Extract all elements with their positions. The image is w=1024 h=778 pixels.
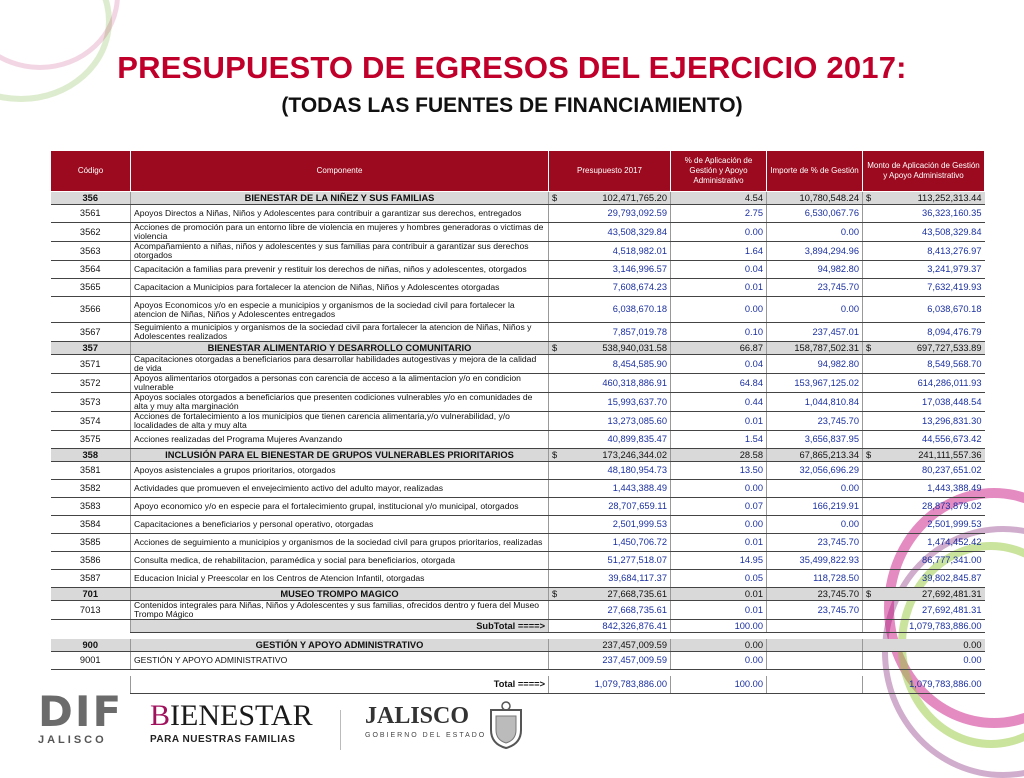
row-budget-value: 460,318,886.91 xyxy=(602,377,667,388)
row-total xyxy=(863,639,985,652)
jalisco-logo xyxy=(365,702,486,739)
footer-logos xyxy=(0,687,1024,768)
row-total xyxy=(863,449,985,462)
row-amount: 23,745.70 xyxy=(767,601,863,620)
row-amount: 166,219.91 xyxy=(767,498,863,516)
row-pct: 0.01 xyxy=(671,601,767,620)
row-budget xyxy=(549,570,671,588)
row-pct: 0.01 xyxy=(671,534,767,552)
row-amount: 23,745.70 xyxy=(767,279,863,297)
row-code: 3586 xyxy=(51,552,131,570)
row-component: Actividades que promueven el envejecimiento activo del adulto mayor, realizadas xyxy=(131,480,549,498)
row-pct: 66.87 xyxy=(671,342,767,355)
row-budget xyxy=(549,431,671,449)
table-row xyxy=(51,534,985,552)
row-total xyxy=(863,534,985,552)
row-total xyxy=(863,462,985,480)
row-code: 3566 xyxy=(51,297,131,323)
table-row xyxy=(51,297,985,323)
row-amount: 32,056,696.29 xyxy=(767,462,863,480)
row-amount: 0.00 xyxy=(767,480,863,498)
row-total-value: 8,413,276.97 xyxy=(927,245,982,256)
row-component: BIENESTAR ALIMENTARIO Y DESARROLLO COMUNITARIO xyxy=(131,342,549,355)
currency-symbol: $ xyxy=(866,588,872,599)
bienestar-logo-subtitle: PARA NUESTRAS FAMILIAS xyxy=(150,734,296,745)
row-budget-value: 29,793,092.59 xyxy=(607,208,667,218)
row-budget-value: 7,608,674.23 xyxy=(612,282,667,292)
row-component: Apoyos Economicos y/o en especie a municipios y organismos de la sociedad civil para fortalecer la atencion de Niñas, Niños y Adolescentes entregados xyxy=(131,297,549,323)
row-code: 900 xyxy=(51,639,131,652)
row-component: Apoyos Directos a Niñas, Niños y Adolescentes para contribuir a garantizar sus derechos, entregados xyxy=(131,205,549,223)
row-pct: 0.10 xyxy=(671,323,767,342)
row-amount xyxy=(767,639,863,652)
row-budget xyxy=(549,393,671,412)
row-total-value: 7,632,419.93 xyxy=(927,282,982,292)
bienestar-logo xyxy=(150,700,313,745)
row-amount: 10,780,548.24 xyxy=(767,192,863,205)
row-budget xyxy=(549,498,671,516)
row-amount: 0.00 xyxy=(767,223,863,242)
row-pct: 1.54 xyxy=(671,431,767,449)
row-total-value: 28,873,879.02 xyxy=(922,501,982,511)
row-total-value: 80,237,651.02 xyxy=(922,465,982,475)
row-budget-value: 2,501,999.53 xyxy=(612,519,667,529)
row-budget xyxy=(549,449,671,462)
row-pct: 0.00 xyxy=(671,516,767,534)
row-component: Capacitaciones otorgadas a beneficiarios para desarrollar habilidades autogestivas y mejora de la calidad de vida xyxy=(131,355,549,374)
table-row xyxy=(51,516,985,534)
subtotal-label: SubTotal ====> xyxy=(131,620,549,633)
row-total-value: 0.00 xyxy=(963,639,982,650)
row-code: 3562 xyxy=(51,223,131,242)
row-budget-value: 43,508,329.84 xyxy=(607,226,667,237)
currency-symbol: $ xyxy=(552,192,558,203)
table-row xyxy=(51,223,985,242)
row-component: Acciones de seguimiento a municipios y organismos de la sociedad civil para grupos prioritarios, realizadas xyxy=(131,534,549,552)
row-budget xyxy=(549,323,671,342)
row-amount: 67,865,213.34 xyxy=(767,449,863,462)
row-amount: 94,982.80 xyxy=(767,261,863,279)
row-budget-value: 1,443,388.49 xyxy=(612,483,667,493)
row-budget xyxy=(549,192,671,205)
row-budget-value: 8,454,585.90 xyxy=(612,358,667,369)
row-component: INCLUSIÓN PARA EL BIENESTAR DE GRUPOS VULNERABLES PRIORITARIOS xyxy=(131,449,549,462)
row-budget-value: 538,940,031.58 xyxy=(602,342,667,353)
row-pct: 0.01 xyxy=(671,412,767,431)
total-label: Total ====> xyxy=(131,676,549,694)
total-total: 1,079,783,886.00 xyxy=(863,676,985,694)
row-code: 3581 xyxy=(51,462,131,480)
row-total xyxy=(863,516,985,534)
row-pct: 64.84 xyxy=(671,374,767,393)
currency-symbol: $ xyxy=(866,449,872,460)
row-budget xyxy=(549,223,671,242)
row-component: Acompañamiento a niñas, niños y adolescentes y sus familias para contribuir a garantizar sus derechos otorgados xyxy=(131,242,549,261)
dif-logo xyxy=(38,687,124,746)
row-pct: 0.07 xyxy=(671,498,767,516)
row-code: 3583 xyxy=(51,498,131,516)
row-total xyxy=(863,192,985,205)
row-budget-value: 27,668,735.61 xyxy=(607,604,667,615)
group-row xyxy=(51,449,985,462)
row-total-value: 39,802,845.87 xyxy=(922,573,982,583)
row-component: BIENESTAR DE LA NIÑEZ Y SUS FAMILIAS xyxy=(131,192,549,205)
header-budget: Presupuesto 2017 xyxy=(549,151,671,192)
table-row xyxy=(51,205,985,223)
row-total xyxy=(863,223,985,242)
row-code: 9001 xyxy=(51,652,131,670)
table-row xyxy=(51,242,985,261)
row-total-value: 86,777,341.00 xyxy=(922,555,982,565)
row-total xyxy=(863,393,985,412)
row-total xyxy=(863,355,985,374)
row-pct: 0.00 xyxy=(671,652,767,670)
row-pct: 0.00 xyxy=(671,639,767,652)
dif-logo-mark: DIF xyxy=(38,687,124,736)
group-row xyxy=(51,639,985,652)
jalisco-logo-subtitle: GOBIERNO DEL ESTADO xyxy=(365,732,487,739)
header-amount: Importe de % de Gestión xyxy=(767,151,863,192)
row-total-value: 17,038,448.54 xyxy=(922,396,982,407)
row-total-value: 8,549,568.70 xyxy=(927,358,982,369)
row-total-value: 1,474,452.42 xyxy=(927,537,982,547)
row-code: 3584 xyxy=(51,516,131,534)
row-budget xyxy=(549,601,671,620)
row-total xyxy=(863,498,985,516)
row-total-value: 8,094,476.79 xyxy=(927,326,982,337)
table-body xyxy=(51,192,985,694)
table-row xyxy=(51,393,985,412)
row-amount: 3,656,837.95 xyxy=(767,431,863,449)
row-budget xyxy=(549,652,671,670)
row-total-value: 697,727,533.89 xyxy=(916,342,982,353)
bienestar-logo-rest: IENESTAR xyxy=(170,699,313,732)
table-row xyxy=(51,552,985,570)
row-budget-value: 39,684,117.37 xyxy=(608,573,667,583)
row-code: 701 xyxy=(51,588,131,601)
row-component: Seguimiento a municipios y organismos de la sociedad civil para fortalecer la atencion de Niñas, Niños y Adolescentes realizados xyxy=(131,323,549,342)
table-row xyxy=(51,498,985,516)
row-budget-value: 28,707,659.11 xyxy=(608,501,667,511)
row-budget-value: 4,518,982.01 xyxy=(612,245,667,256)
row-total xyxy=(863,279,985,297)
header-code: Código xyxy=(51,151,131,192)
row-budget xyxy=(549,516,671,534)
row-component: Acciones de fortalecimiento a los municipios que tienen carencia alimentaria,y/o vulnerabilidad, y/o localidades de alta y muy alta xyxy=(131,412,549,431)
row-total xyxy=(863,601,985,620)
table-row xyxy=(51,355,985,374)
row-component: Acciones de promoción para un entorno libre de violencia en mujeres y hombres generadoras o victimas de violencia xyxy=(131,223,549,242)
row-budget xyxy=(549,462,671,480)
total-pct: 100.00 xyxy=(671,676,767,694)
row-pct: 1.64 xyxy=(671,242,767,261)
row-amount: 118,728.50 xyxy=(767,570,863,588)
currency-symbol: $ xyxy=(866,192,872,203)
row-budget-value: 1,450,706.72 xyxy=(612,537,667,547)
row-code: 3573 xyxy=(51,393,131,412)
budget-table-container xyxy=(50,150,984,694)
row-budget xyxy=(549,342,671,355)
budget-table xyxy=(50,150,985,694)
row-budget-value: 48,180,954.73 xyxy=(607,465,667,475)
row-code: 356 xyxy=(51,192,131,205)
row-budget-value: 3,146,996.57 xyxy=(612,264,667,274)
row-budget-value: 173,246,344.02 xyxy=(602,449,667,460)
row-total-value: 3,241,979.37 xyxy=(927,264,982,274)
table-row xyxy=(51,431,985,449)
row-component: GESTIÓN Y APOYO ADMINISTRATIVO xyxy=(131,652,549,670)
row-pct: 13.50 xyxy=(671,462,767,480)
header-pct: % de Aplicación de Gestión y Apoyo Administrativo xyxy=(671,151,767,192)
row-pct: 2.75 xyxy=(671,205,767,223)
table-row xyxy=(51,323,985,342)
bienestar-logo-mark xyxy=(150,700,313,732)
row-pct: 0.04 xyxy=(671,355,767,374)
row-amount: 35,499,822.93 xyxy=(767,552,863,570)
page-subtitle: (TODAS LAS FUENTES DE FINANCIAMIENTO) xyxy=(281,94,743,117)
row-budget xyxy=(549,297,671,323)
row-total xyxy=(863,323,985,342)
subtotal-budget: 842,326,876.41 xyxy=(549,620,671,633)
row-budget-value: 27,668,735.61 xyxy=(607,588,667,599)
jalisco-seal-icon xyxy=(485,700,527,750)
row-amount: 23,745.70 xyxy=(767,412,863,431)
group-row xyxy=(51,588,985,601)
row-amount: 94,982.80 xyxy=(767,355,863,374)
row-amount: 237,457.01 xyxy=(767,323,863,342)
subtotal-pct: 100.00 xyxy=(671,620,767,633)
row-total xyxy=(863,431,985,449)
page-title: PRESUPUESTO DE EGRESOS DEL EJERCICIO 2017: xyxy=(117,50,907,85)
row-component: Apoyos sociales otorgados a beneficiarios que presenten codiciones vulnerables y/o en comunidades de alta y muy alta marginación xyxy=(131,393,549,412)
row-budget xyxy=(549,205,671,223)
table-header-row xyxy=(51,151,985,192)
row-code: 357 xyxy=(51,342,131,355)
row-component: Consulta medica, de rehabilitacion, paramédica y social para beneficiarios, otorgada xyxy=(131,552,549,570)
subtotal-amount xyxy=(767,620,863,633)
row-budget xyxy=(549,261,671,279)
row-budget xyxy=(549,412,671,431)
subtotal-total: 1,079,783,886.00 xyxy=(863,620,985,633)
row-amount: 23,745.70 xyxy=(767,534,863,552)
group-row xyxy=(51,342,985,355)
row-amount: 6,530,067.76 xyxy=(767,205,863,223)
row-total-value: 36,323,160.35 xyxy=(922,208,982,218)
row-amount: 0.00 xyxy=(767,516,863,534)
row-code: 3582 xyxy=(51,480,131,498)
row-code: 3564 xyxy=(51,261,131,279)
table-row xyxy=(51,261,985,279)
logo-divider xyxy=(340,710,341,750)
dif-logo-subtitle: JALISCO xyxy=(38,734,107,746)
row-pct: 0.01 xyxy=(671,279,767,297)
row-budget-value: 237,457,009.59 xyxy=(602,655,667,665)
row-total-value: 241,111,557.36 xyxy=(918,449,982,460)
empty-cell xyxy=(51,620,131,633)
row-total-value: 1,443,388.49 xyxy=(927,483,982,493)
row-budget xyxy=(549,374,671,393)
row-budget-value: 51,277,518.07 xyxy=(607,555,667,565)
row-component: Apoyo economico y/o en especie para el fortalecimiento grupal, institucional y/o municipal, otorgados xyxy=(131,498,549,516)
row-total xyxy=(863,374,985,393)
header-component: Componente xyxy=(131,151,549,192)
row-component: Apoyos alimentarios otorgados a personas con carencia de acceso a la alimentacion y/o en condicion vulnerable xyxy=(131,374,549,393)
table-row xyxy=(51,570,985,588)
row-component: Capacitacion a Municipios para fortalecer la atencion de Niñas, Niños y Adolescentes otorgadas xyxy=(131,279,549,297)
row-code: 3575 xyxy=(51,431,131,449)
row-total-value: 27,692,481.31 xyxy=(922,604,982,615)
row-code: 3565 xyxy=(51,279,131,297)
row-code: 3563 xyxy=(51,242,131,261)
row-code: 3567 xyxy=(51,323,131,342)
row-amount: 23,745.70 xyxy=(767,588,863,601)
row-pct: 0.01 xyxy=(671,588,767,601)
header-total: Monto de Aplicación de Gestión y Apoyo Administrativo xyxy=(863,151,985,192)
row-component: MUSEO TROMPO MAGICO xyxy=(131,588,549,601)
row-code: 3571 xyxy=(51,355,131,374)
row-amount: 153,967,125.02 xyxy=(767,374,863,393)
row-pct: 0.00 xyxy=(671,297,767,323)
row-component: Capacitación a familias para prevenir y restituir los derechos de niñas, niños y adolescentes, otorgados xyxy=(131,261,549,279)
row-budget xyxy=(549,588,671,601)
row-code: 3572 xyxy=(51,374,131,393)
row-total-value: 27,692,481.31 xyxy=(922,588,982,599)
row-total xyxy=(863,570,985,588)
row-budget xyxy=(549,552,671,570)
row-budget-value: 7,857,019.78 xyxy=(612,326,667,337)
row-total xyxy=(863,205,985,223)
row-code: 7013 xyxy=(51,601,131,620)
row-pct: 28.58 xyxy=(671,449,767,462)
row-pct: 0.05 xyxy=(671,570,767,588)
row-total-value: 0.00 xyxy=(963,655,982,665)
row-total-value: 614,286,011.93 xyxy=(917,377,982,388)
row-code: 3574 xyxy=(51,412,131,431)
table-row xyxy=(51,480,985,498)
row-code: 3587 xyxy=(51,570,131,588)
row-amount: 3,894,294.96 xyxy=(767,242,863,261)
jalisco-logo-mark: JALISCO xyxy=(365,703,470,729)
table-row xyxy=(51,279,985,297)
row-budget-value: 6,038,670.18 xyxy=(612,304,667,314)
row-total-value: 13,296,831.30 xyxy=(922,415,982,426)
row-amount: 158,787,502.31 xyxy=(767,342,863,355)
row-amount: 1,044,810.84 xyxy=(767,393,863,412)
subtotal-row xyxy=(51,620,985,633)
row-amount: 0.00 xyxy=(767,297,863,323)
row-total-value: 113,252,313.44 xyxy=(917,192,982,203)
row-pct: 0.00 xyxy=(671,480,767,498)
currency-symbol: $ xyxy=(552,449,558,460)
row-pct: 0.00 xyxy=(671,223,767,242)
row-budget xyxy=(549,279,671,297)
row-pct: 0.04 xyxy=(671,261,767,279)
table-row xyxy=(51,601,985,620)
row-total xyxy=(863,342,985,355)
row-total xyxy=(863,297,985,323)
row-pct: 4.54 xyxy=(671,192,767,205)
row-component: Capacitaciones a beneficiarios y personal operativo, otorgadas xyxy=(131,516,549,534)
total-budget: 1,079,783,886.00 xyxy=(549,676,671,694)
row-total xyxy=(863,652,985,670)
row-code: 358 xyxy=(51,449,131,462)
row-total xyxy=(863,412,985,431)
row-total-value: 2,501,999.53 xyxy=(927,519,982,529)
currency-symbol: $ xyxy=(552,342,558,353)
row-pct: 14.95 xyxy=(671,552,767,570)
row-budget-value: 40,899,835.47 xyxy=(607,434,667,444)
row-budget-value: 15,993,637.70 xyxy=(607,396,667,407)
row-budget xyxy=(549,355,671,374)
row-budget xyxy=(549,639,671,652)
row-code: 3585 xyxy=(51,534,131,552)
currency-symbol: $ xyxy=(552,588,558,599)
bienestar-logo-initial: B xyxy=(150,699,171,732)
row-total xyxy=(863,552,985,570)
table-row xyxy=(51,374,985,393)
row-amount xyxy=(767,652,863,670)
table-row xyxy=(51,412,985,431)
row-component: Apoyos asistenciales a grupos prioritarios, otorgados xyxy=(131,462,549,480)
row-total-value: 44,556,673.42 xyxy=(922,434,982,444)
currency-symbol: $ xyxy=(866,342,872,353)
row-total-value: 6,038,670.18 xyxy=(927,304,982,314)
row-component: GESTIÓN Y APOYO ADMINISTRATIVO xyxy=(131,639,549,652)
row-component: Educacion Inicial y Preescolar en los Centros de Atencion Infantil, otorgadas xyxy=(131,570,549,588)
row-budget-value: 102,471,765.20 xyxy=(602,192,667,203)
row-total xyxy=(863,588,985,601)
row-budget xyxy=(549,242,671,261)
row-budget-value: 237,457,009.59 xyxy=(602,639,667,650)
table-row xyxy=(51,462,985,480)
row-total xyxy=(863,480,985,498)
row-budget xyxy=(549,480,671,498)
row-total xyxy=(863,242,985,261)
row-component: Contenidos integrales para Niñas, Niños y Adolescentes y sus familias, ofrecidos dentro y fuera del Museo Trompo Mágico xyxy=(131,601,549,620)
row-budget xyxy=(549,534,671,552)
row-component: Acciones realizadas del Programa Mujeres Avanzando xyxy=(131,431,549,449)
row-budget-value: 13,273,085.60 xyxy=(607,415,667,426)
group-row xyxy=(51,192,985,205)
row-pct: 0.44 xyxy=(671,393,767,412)
row-total xyxy=(863,261,985,279)
table-row xyxy=(51,652,985,670)
row-total-value: 43,508,329.84 xyxy=(922,226,982,237)
row-code: 3561 xyxy=(51,205,131,223)
